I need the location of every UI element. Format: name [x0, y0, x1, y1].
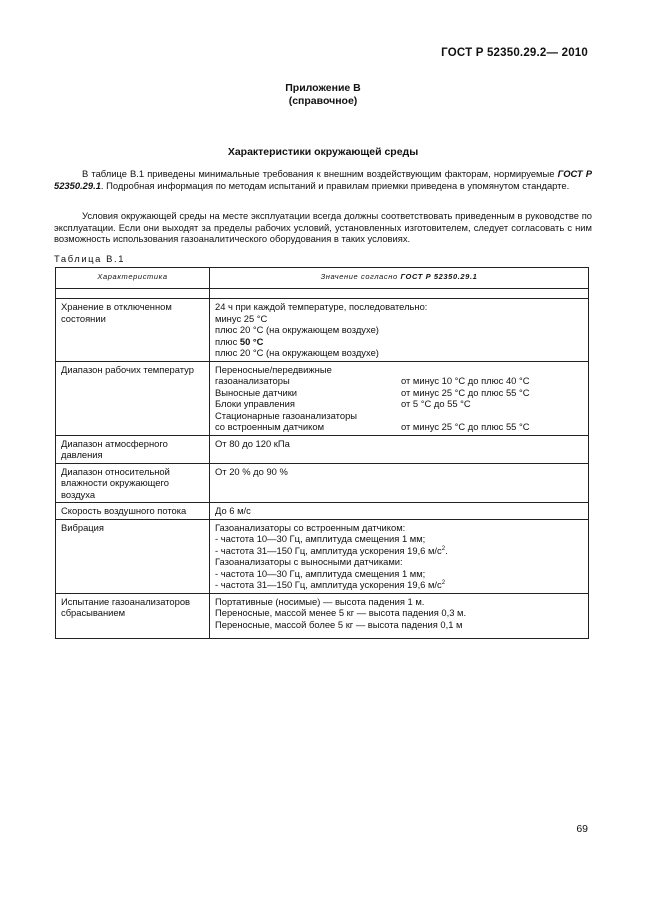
section-title: Характеристики окружающей среды — [227, 146, 419, 158]
row-name-drop: Испытание газоанализаторов сбрасыванием — [56, 593, 210, 638]
col-header-value — [210, 268, 589, 289]
row-value-humidity: От 20 % до 90 % — [210, 463, 589, 503]
storage-line-prefix: плюс — [215, 335, 240, 347]
table-row — [56, 503, 589, 520]
vibration-line: Газоанализаторы с выносными датчиками: — [215, 556, 403, 567]
vibration-line: - частота 10—30 Гц, амплитуда смещения 1 мм; — [215, 567, 426, 579]
temp-line: Переносные/передвижные — [215, 363, 332, 375]
table-row — [56, 519, 589, 593]
table-header-row — [56, 268, 589, 289]
paragraph-intro — [54, 168, 592, 191]
row-value-airspeed: До 6 м/с — [210, 503, 589, 520]
temp-line — [215, 387, 583, 399]
para1-text-a: В таблице В.1 приведены минимальные требования к внешним воздействующим факторам, нормируемые — [82, 168, 558, 179]
temp-line — [215, 398, 583, 410]
table-row — [56, 435, 589, 463]
vibration-text: - частота 31—150 Гц, амплитуда ускорения 19,6 м/с — [215, 579, 442, 590]
superscript: 2 — [441, 545, 446, 552]
temp-line — [215, 421, 583, 433]
drop-line: Переносные, массой менее 5 кг — высота падения 0,3 м. — [215, 607, 467, 618]
row-name-pressure: Диапазон атмосферного давления — [56, 435, 210, 463]
storage-line-bold: 50 °С — [239, 335, 264, 347]
environment-table — [55, 267, 589, 639]
row-name-humidity: Диапазон относительной влажности окружающего воздуха — [56, 463, 210, 503]
storage-line: плюс 20 °С (на окружающем воздухе) — [215, 347, 379, 358]
temp-device: Выносные датчики — [215, 386, 298, 398]
table-row — [56, 463, 589, 503]
table-row — [56, 361, 589, 435]
col2-header-prefix: Значение согласно — [320, 272, 401, 281]
document-header: ГОСТ Р 52350.29.2— 2010 — [441, 47, 588, 59]
temp-range: от 5 °С до 55 °С — [401, 398, 471, 409]
temp-range: от минус 10 °С до плюс 40 °С — [401, 375, 530, 386]
row-name-vibration: Вибрация — [56, 519, 210, 593]
table-caption: Таблица В.1 — [54, 253, 126, 264]
superscript: 2 — [441, 579, 446, 586]
row-name-temperature: Диапазон рабочих температур — [56, 361, 210, 435]
table-row — [56, 593, 589, 638]
row-name-storage: Хранение в отключенном состоянии — [56, 299, 210, 362]
standard-reference: ГОСТ Р 52350.29.1 — [54, 168, 592, 191]
temp-range: от минус 25 °С до плюс 55 °С — [401, 421, 530, 432]
row-value-pressure: От 80 до 120 кПа — [210, 435, 589, 463]
col-header-characteristic: Характеристика — [56, 268, 210, 289]
page-number: 69 — [576, 823, 588, 835]
storage-line: 24 ч при каждой температуре, последовательно: — [215, 301, 428, 312]
temp-device: газоанализаторы — [215, 375, 290, 386]
col2-header-ref: ГОСТ Р 52350.29.1 — [400, 272, 478, 281]
appendix-heading — [0, 82, 646, 108]
vibration-line — [215, 579, 583, 591]
row-name-airspeed: Скорость воздушного потока — [56, 503, 210, 520]
table-row — [56, 299, 589, 362]
temp-line — [215, 375, 583, 387]
vibration-line: - частота 10—30 Гц, амплитуда смещения 1 мм; — [215, 533, 426, 544]
table-spacer-row — [56, 289, 589, 299]
temp-device: Блоки управления — [215, 398, 295, 409]
storage-line: минус 25 °С — [215, 312, 268, 324]
temp-line: Стационарные газоанализаторы — [215, 409, 358, 421]
temp-range: от минус 25 °С до плюс 55 °С — [401, 386, 530, 398]
vibration-line: Газоанализаторы со встроенным датчиком: — [215, 521, 406, 533]
storage-line: плюс 20 °С (на окружающем воздухе) — [215, 324, 379, 335]
vibration-line: - частота 31—150 Гц, амплитуда ускорения 19,6 $м/с^2$. — [215, 544, 448, 556]
storage-line — [215, 336, 583, 348]
temp-device: со встроенным датчиком — [215, 421, 325, 432]
appendix-subtitle: (справочное) — [288, 95, 358, 107]
drop-line: Портативные (носимые) — высота падения 1 м. — [215, 595, 425, 607]
row-value-temperature — [210, 361, 589, 435]
row-value-storage — [210, 299, 589, 362]
para1-text-b: . Подробная информация по методам испытаний и правилам приемки приведена в упомянутом стандарте. — [100, 179, 570, 191]
appendix-title: Приложение В — [285, 82, 361, 94]
vibration-text: - частота 31—150 Гц, амплитуда ускорения 19,6 м/с — [215, 544, 442, 556]
row-value-drop — [210, 593, 589, 638]
para2-text: Условия окружающей среды на месте эксплуатации всегда должны соответствовать приведенным в руководстве по эксплуатации. Если они выходят за пределы рабочих условий, установленных изготовителем, следует согласовать с ним возможность использования газоаналитического оборудования в таких условиях. — [54, 210, 592, 244]
row-value-vibration — [210, 519, 589, 593]
drop-line: Переносные, массой более 5 кг — высота падения 0,1 м — [215, 618, 463, 630]
paragraph-conditions — [54, 210, 592, 245]
